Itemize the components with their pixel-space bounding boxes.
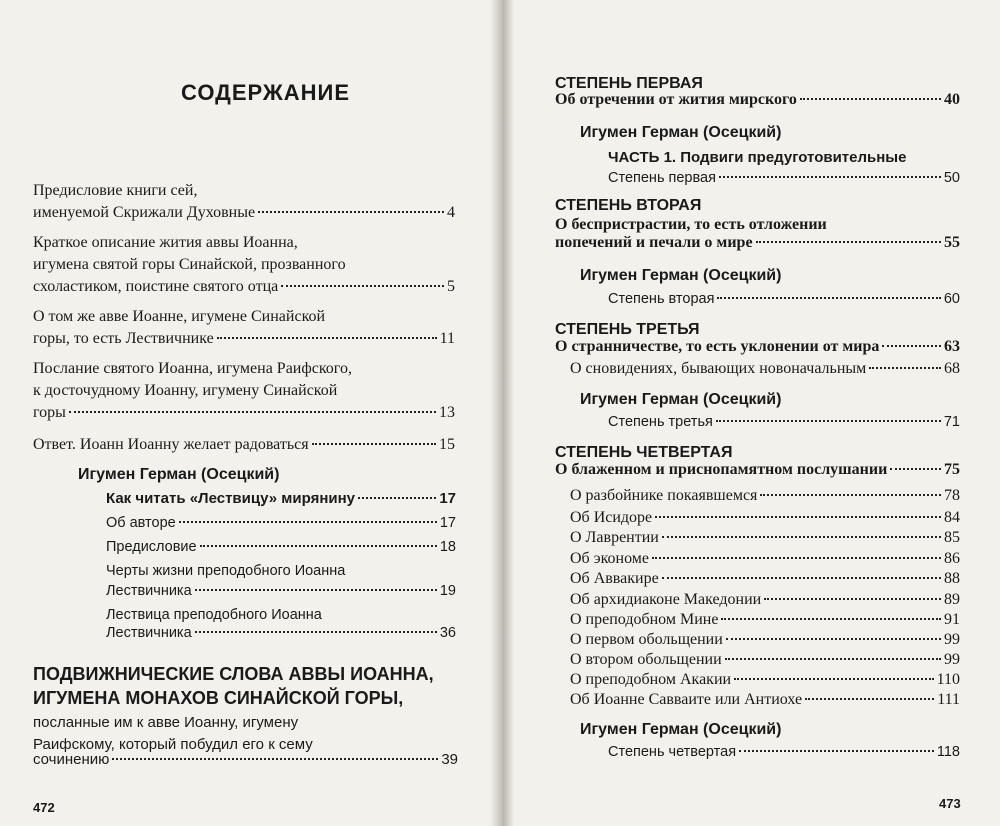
leader-dots (764, 598, 941, 600)
toc-subentry[interactable]: Предисловие 18 (106, 536, 456, 558)
toc-entry-line: игумена святой горы Синайской, прозванного (33, 256, 346, 273)
toc-entry[interactable]: Ответ. Иоанн Иоанну желает радоваться 15 (33, 434, 455, 456)
leader-dots (717, 297, 940, 299)
page-number: 78 (944, 487, 960, 504)
page-number: 111 (937, 691, 960, 708)
sub-entry[interactable]: О разбойнике покаявшемся 78 (570, 485, 960, 507)
leader-dots (662, 536, 941, 538)
folio: 473 (939, 796, 961, 811)
sub-entry[interactable]: Об экономе 86 (570, 548, 960, 570)
leader-dots (258, 211, 444, 213)
leader-dots (112, 758, 438, 760)
toc-entry[interactable]: сочинению 39 (33, 749, 458, 771)
page-number: 75 (944, 461, 960, 478)
page-number: 68 (944, 360, 960, 377)
leader-dots (200, 545, 437, 547)
page-number: 36 (439, 625, 456, 641)
part-heading: ЧАСТЬ 1. Подвиги предуготовительные (608, 149, 907, 166)
toc-entry-line: к досточудному Иоанну, игумену Синайской (33, 382, 338, 399)
leader-dots (756, 241, 941, 243)
step-title[interactable]: О блаженном и приснопамятном послушании 75 (555, 459, 960, 481)
page-number: 13 (439, 404, 455, 421)
leader-dots (805, 698, 934, 700)
leader-dots (652, 557, 941, 559)
leader-dots (739, 750, 934, 752)
toc-entry[interactable]: именуемой Скрижали Духовные 4 (33, 202, 455, 224)
leader-dots (312, 443, 436, 445)
leader-dots (726, 638, 941, 640)
step-heading: СТЕПЕНЬ ПЕРВАЯ (555, 75, 703, 92)
page-number: 5 (447, 278, 455, 295)
page-number: 99 (944, 631, 960, 648)
book-gutter (490, 0, 514, 826)
toc-subentry[interactable]: Лествичника 19 (106, 580, 456, 602)
sub-entry[interactable]: О преподобном Мине 91 (570, 609, 960, 631)
leader-dots (195, 589, 437, 591)
commentary-entry[interactable]: Степень вторая 60 (608, 288, 960, 310)
leader-dots (69, 411, 436, 413)
author-heading: Игумен Герман (Осецкий) (580, 391, 782, 408)
page-number: 39 (441, 751, 458, 768)
page-number: 17 (439, 490, 456, 507)
sub-entry[interactable]: О сновидениях, бывающих новоначальным 68 (570, 358, 960, 380)
page-number: 89 (944, 591, 960, 608)
step-heading: СТЕПЕНЬ ВТОРАЯ (555, 197, 702, 214)
leader-dots (662, 577, 941, 579)
toc-entry-line: О том же авве Иоанне, игумене Синайской (33, 308, 326, 325)
sub-entry[interactable]: Об Исидоре 84 (570, 507, 960, 529)
page-number: 60 (943, 291, 960, 307)
step-title[interactable]: попечений и печали о мире 55 (555, 232, 960, 254)
leader-dots (882, 345, 941, 347)
step-heading: СТЕПЕНЬ ЧЕТВЕРТАЯ (555, 444, 733, 461)
toc-entry[interactable]: схоластиком, поистине святого отца 5 (33, 276, 455, 298)
toc-entry-line: посланные им к авве Иоанну, игумену (33, 714, 299, 731)
author-heading: Игумен Герман (Осецкий) (580, 124, 782, 141)
page-number: 4 (447, 204, 455, 221)
page-number: 40 (944, 91, 960, 108)
leader-dots (655, 516, 941, 518)
commentary-entry[interactable]: Степень третья 71 (608, 411, 960, 433)
page-number: 86 (944, 550, 960, 567)
commentary-entry[interactable]: Степень четвертая 118 (608, 741, 960, 763)
commentary-entry[interactable]: Степень первая 50 (608, 167, 960, 189)
page-number: 11 (439, 330, 455, 347)
toc-entry-line: Предисловие книги сей, (33, 182, 198, 199)
leader-dots (734, 678, 934, 680)
sub-entry[interactable]: О преподобном Акакии 110 (570, 669, 960, 691)
toc-subentry-line: Лествица преподобного Иоанна (106, 607, 322, 623)
folio: 472 (33, 800, 55, 815)
step-title[interactable]: Об отречении от жития мирского 40 (555, 89, 960, 111)
sub-entry[interactable]: Об Иоанне Савваите или Антиохе 111 (570, 689, 960, 711)
step-heading: СТЕПЕНЬ ТРЕТЬЯ (555, 321, 700, 338)
toc-subentry-line: Черты жизни преподобного Иоанна (106, 563, 346, 579)
page-number: 15 (439, 436, 455, 453)
right-page (502, 0, 1000, 826)
section-heading: ПОДВИЖНИЧЕСКИЕ СЛОВА АВВЫ ИОАННА, (33, 664, 434, 684)
sub-entry[interactable]: Об Аввакире 88 (570, 568, 960, 590)
page-number: 55 (944, 234, 960, 251)
leader-dots (800, 98, 941, 100)
step-title-line: О беспристрастии, то есть отложении (555, 216, 827, 233)
leader-dots (719, 176, 941, 178)
page-number: 71 (943, 414, 960, 430)
leader-dots (179, 521, 437, 523)
author-heading: Игумен Герман (Осецкий) (580, 267, 782, 284)
leader-dots (890, 468, 941, 470)
page-number: 99 (944, 651, 960, 668)
toc-subentry[interactable]: Лествичника 36 (106, 622, 456, 644)
page-number: 84 (944, 509, 960, 526)
section-heading: ИГУМЕНА МОНАХОВ СИНАЙСКОЙ ГОРЫ, (33, 688, 404, 708)
leader-dots (716, 420, 941, 422)
toc-entry-line: Краткое описание жития аввы Иоанна, (33, 234, 298, 251)
sub-entry[interactable]: О первом обольщении 99 (570, 629, 960, 651)
toc-entry-line: Послание святого Иоанна, игумена Раифского, (33, 360, 352, 377)
toc-entry[interactable]: горы 13 (33, 402, 455, 424)
page-number: 85 (944, 529, 960, 546)
page-title: СОДЕРЖАНИЕ (181, 80, 351, 105)
leader-dots (281, 285, 444, 287)
toc-entry[interactable]: горы, то есть Лествичнике 11 (33, 328, 455, 350)
leader-dots (760, 494, 941, 496)
page-number: 19 (439, 583, 456, 599)
page-number: 18 (439, 539, 456, 555)
author-heading: Игумен Герман (Осецкий) (78, 466, 280, 483)
toc-entry-line: Раифскому, который побудил его к сему (33, 736, 313, 753)
sub-entry[interactable]: О втором обольщении 99 (570, 649, 960, 671)
toc-subentry[interactable]: Как читать «Лествицу» мирянину 17 (106, 488, 456, 510)
page-number: 88 (944, 570, 960, 587)
leader-dots (195, 631, 437, 633)
leader-dots (721, 618, 941, 620)
leader-dots (358, 497, 436, 499)
leader-dots (725, 658, 941, 660)
author-heading: Игумен Герман (Осецкий) (580, 721, 782, 738)
page-number: 118 (936, 744, 960, 760)
sub-entry[interactable]: Об архидиаконе Македонии 89 (570, 589, 960, 611)
page-number: 17 (439, 515, 456, 531)
toc-subentry[interactable]: Об авторе 17 (106, 512, 456, 534)
leader-dots (869, 367, 941, 369)
page-number: 91 (944, 611, 960, 628)
page-number: 50 (943, 170, 960, 186)
page-number: 110 (936, 671, 960, 688)
step-title[interactable]: О странничестве, то есть уклонении от мира 63 (555, 336, 960, 358)
left-page (0, 0, 498, 826)
sub-entry[interactable]: О Лаврентии 85 (570, 527, 960, 549)
page-number: 63 (944, 338, 960, 355)
leader-dots (217, 337, 437, 339)
